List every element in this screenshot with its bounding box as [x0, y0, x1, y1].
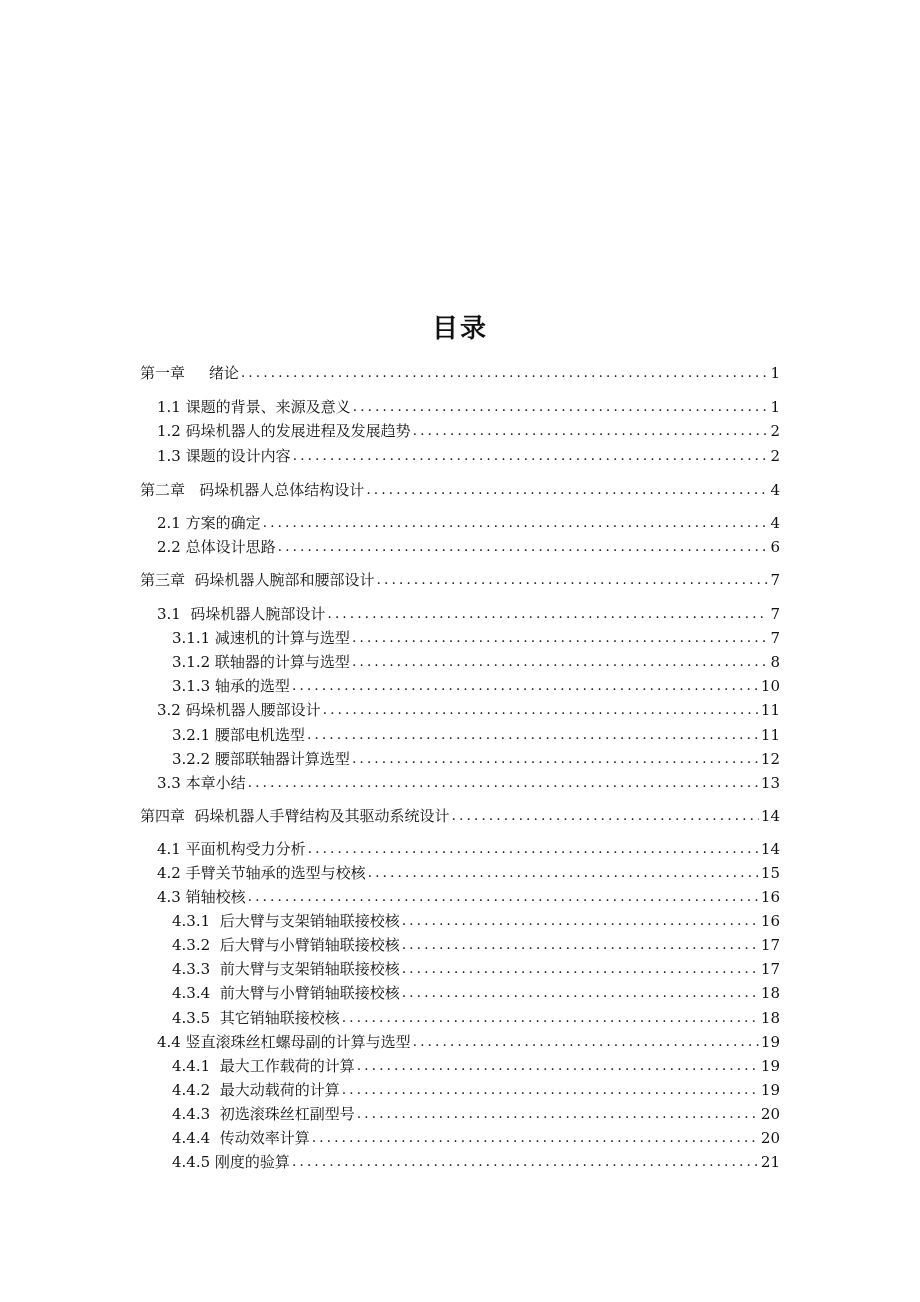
toc-leader-dots — [402, 982, 759, 1004]
toc-leader-dots — [248, 772, 759, 794]
toc-subsection-entry[interactable] — [172, 675, 780, 697]
toc-entry-label: 4.4.4 传动效率计算 — [172, 1129, 310, 1147]
toc-entry-label: 3.1.2 联轴器的计算与选型 — [172, 653, 350, 671]
toc-entry-page-number: 13 — [760, 774, 780, 792]
toc-subsection-entry[interactable] — [172, 1079, 780, 1101]
toc-chapter-entry[interactable] — [140, 479, 780, 501]
toc-entry-label: 4.4 竖直滚珠丝杠螺母副的计算与选型 — [157, 1033, 411, 1051]
toc-entry-label: 4.4.3 初选滚珠丝杠副型号 — [172, 1105, 355, 1123]
toc-entry-page-number: 21 — [760, 1153, 780, 1171]
toc-entry-page-number: 16 — [760, 912, 780, 930]
toc-section-entry[interactable] — [157, 512, 780, 534]
toc-entry-page-number: 8 — [770, 653, 780, 671]
toc-section-entry[interactable] — [157, 772, 780, 794]
toc-entry-label: 4.3 销轴校核 — [157, 888, 246, 906]
toc-chapter-entry[interactable] — [140, 362, 780, 384]
toc-subsection-entry[interactable] — [172, 1127, 780, 1149]
toc-subsection-entry[interactable] — [172, 1007, 780, 1029]
toc-subsection-entry[interactable] — [172, 651, 780, 673]
toc-subsection-entry[interactable] — [172, 748, 780, 770]
toc-leader-dots — [312, 1127, 759, 1149]
toc-entry-page-number: 17 — [760, 936, 780, 954]
toc-leader-dots — [307, 724, 759, 746]
toc-leader-dots — [323, 699, 759, 721]
toc-entry-page-number: 16 — [760, 888, 780, 906]
toc-entry-page-number: 7 — [770, 605, 780, 623]
toc-leader-dots — [402, 910, 759, 932]
toc-leader-dots — [263, 512, 769, 534]
toc-entry-page-number: 18 — [760, 984, 780, 1002]
toc-entry-page-number: 4 — [770, 481, 780, 499]
toc-section-entry[interactable] — [157, 862, 780, 884]
toc-entry-page-number: 12 — [760, 750, 780, 768]
toc-leader-dots — [357, 1103, 759, 1125]
toc-entry-page-number: 15 — [760, 864, 780, 882]
toc-entry-page-number: 6 — [770, 538, 780, 556]
toc-entry-label: 3.2 码垛机器人腰部设计 — [157, 701, 321, 719]
toc-entry-label: 3.1.3 轴承的选型 — [172, 677, 290, 695]
toc-entry-page-number: 19 — [760, 1081, 780, 1099]
toc-entry-label: 4.4.5 刚度的验算 — [172, 1153, 290, 1171]
toc-entry-label: 第二章 码垛机器人总体结构设计 — [140, 481, 365, 499]
toc-entry-label: 3.2.1 腰部电机选型 — [172, 726, 305, 744]
toc-subsection-entry[interactable] — [172, 958, 780, 980]
toc-leader-dots — [352, 748, 759, 770]
toc-entry-label: 4.4.2 最大动载荷的计算 — [172, 1081, 340, 1099]
toc-leader-dots — [293, 445, 769, 467]
toc-entry-label: 3.3 本章小结 — [157, 774, 246, 792]
toc-entry-label: 4.1 平面机构受力分析 — [157, 840, 306, 858]
toc-section-entry[interactable] — [157, 445, 780, 467]
toc-entry-label: 4.3.2 后大臂与小臂销轴联接校核 — [172, 936, 400, 954]
toc-leader-dots — [352, 627, 769, 649]
toc-leader-dots — [292, 1151, 759, 1173]
toc-chapter-entry[interactable] — [140, 805, 780, 827]
toc-section-entry[interactable] — [157, 886, 780, 908]
toc-entry-label: 第三章 码垛机器人腕部和腰部设计 — [140, 571, 375, 589]
toc-subsection-entry[interactable] — [172, 910, 780, 932]
toc-entry-page-number: 1 — [770, 398, 780, 416]
toc-leader-dots — [452, 805, 759, 827]
toc-subsection-entry[interactable] — [172, 1055, 780, 1077]
toc-leader-dots — [327, 603, 768, 625]
toc-leader-dots — [241, 362, 769, 384]
toc-section-entry[interactable] — [157, 603, 780, 625]
toc-leader-dots — [413, 420, 769, 442]
toc-entry-page-number: 18 — [760, 1009, 780, 1027]
toc-entry-page-number: 19 — [760, 1057, 780, 1075]
toc-entry-page-number: 11 — [760, 726, 780, 744]
toc-entry-page-number: 19 — [760, 1033, 780, 1051]
toc-subsection-entry[interactable] — [172, 724, 780, 746]
toc-chapter-entry[interactable] — [140, 569, 780, 591]
toc-entry-page-number: 14 — [760, 840, 780, 858]
toc-entry-label: 第一章 绪论 — [140, 364, 239, 382]
toc-leader-dots — [292, 675, 759, 697]
toc-entry-page-number: 20 — [760, 1105, 780, 1123]
toc-entry-label: 3.2.2 腰部联轴器计算选型 — [172, 750, 350, 768]
toc-subsection-entry[interactable] — [172, 1103, 780, 1125]
toc-leader-dots — [357, 1055, 759, 1077]
toc-entry-page-number: 10 — [760, 677, 780, 695]
toc-leader-dots — [342, 1007, 759, 1029]
toc-leader-dots — [342, 1079, 759, 1101]
toc-leader-dots — [402, 958, 759, 980]
toc-entry-label: 4.3.5 其它销轴联接校核 — [172, 1009, 340, 1027]
toc-subsection-entry[interactable] — [172, 627, 780, 649]
toc-entry-label: 2.2 总体设计思路 — [157, 538, 276, 556]
toc-subsection-entry[interactable] — [172, 1151, 780, 1173]
toc-section-entry[interactable] — [157, 1031, 780, 1053]
toc-entry-page-number: 4 — [770, 514, 780, 532]
toc-leader-dots — [366, 479, 768, 501]
toc-entry-page-number: 1 — [770, 364, 780, 382]
toc-entry-page-number: 11 — [760, 701, 780, 719]
toc-entry-page-number: 7 — [770, 571, 780, 589]
toc-leader-dots — [377, 569, 769, 591]
toc-entry-label: 1.2 码垛机器人的发展进程及发展趋势 — [157, 422, 411, 440]
toc-section-entry[interactable] — [157, 396, 780, 418]
toc-entry-label: 1.1 课题的背景、来源及意义 — [157, 398, 351, 416]
toc-leader-dots — [368, 862, 759, 884]
toc-entry-label: 4.2 手臂关节轴承的选型与校核 — [157, 864, 366, 882]
toc-leader-dots — [402, 934, 759, 956]
toc-entry-label: 4.3.3 前大臂与支架销轴联接校核 — [172, 960, 400, 978]
toc-entry-page-number: 2 — [770, 422, 780, 440]
toc-title: 目录 — [431, 314, 488, 344]
toc-entry-page-number: 7 — [770, 629, 780, 647]
toc-entry-page-number: 20 — [760, 1129, 780, 1147]
toc-leader-dots — [352, 651, 769, 673]
toc-leader-dots — [353, 396, 769, 418]
toc-entry-label: 3.1.1 减速机的计算与选型 — [172, 629, 350, 647]
toc-entry-label: 1.3 课题的设计内容 — [157, 447, 291, 465]
toc-section-entry[interactable] — [157, 699, 780, 721]
toc-leader-dots — [278, 536, 769, 558]
toc-leader-dots — [248, 886, 759, 908]
toc-entry-label: 4.3.4 前大臂与小臂销轴联接校核 — [172, 984, 400, 1002]
toc-subsection-entry[interactable] — [172, 982, 780, 1004]
toc-section-entry[interactable] — [157, 536, 780, 558]
toc-entry-page-number: 2 — [770, 447, 780, 465]
toc-section-entry[interactable] — [157, 420, 780, 442]
toc-entry-label: 4.4.1 最大工作载荷的计算 — [172, 1057, 355, 1075]
toc-section-entry[interactable] — [157, 838, 780, 860]
toc-entry-label: 3.1 码垛机器人腕部设计 — [157, 605, 326, 623]
toc-subsection-entry[interactable] — [172, 934, 780, 956]
toc-entry-label: 第四章 码垛机器人手臂结构及其驱动系统设计 — [140, 807, 450, 825]
toc-leader-dots — [308, 838, 759, 860]
toc-entry-page-number: 14 — [760, 807, 780, 825]
toc-entry-label: 2.1 方案的确定 — [157, 514, 261, 532]
toc-entry-label: 4.3.1 后大臂与支架销轴联接校核 — [172, 912, 400, 930]
toc-entry-page-number: 17 — [760, 960, 780, 978]
toc-leader-dots — [413, 1031, 759, 1053]
